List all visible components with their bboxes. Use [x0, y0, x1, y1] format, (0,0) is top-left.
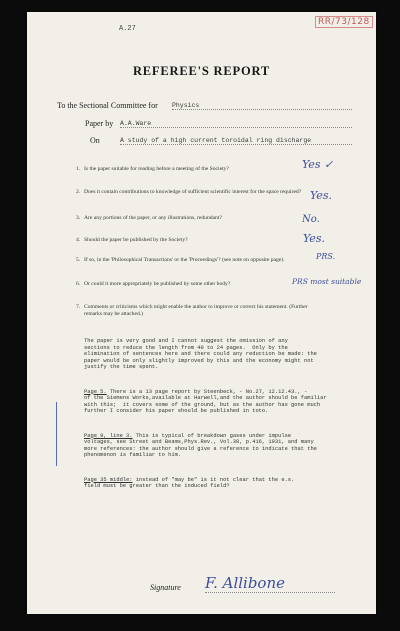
- question-7: 7. Comments or criticisms which might enable the author to improve or correct his statement. (Further remarks may be attached.): [76, 304, 308, 317]
- referee-comments: [84, 325, 354, 508]
- to-committee-label: To the Sectional Committee for: [57, 101, 158, 110]
- comment-paragraph-1: The paper is very good and I cannot suggest the omission of any sections to reduce the length from 40 to 24 pages. Only by the elimination of sentences here and there could any reduction be made: the paper would be only slightly improved by this and the economy might not justify the time spent.: [84, 338, 317, 370]
- question-6: 6. Or could it more appropriately be published by some other body?: [76, 281, 231, 287]
- signature-label: Signature: [150, 583, 181, 592]
- answer-5: PRS.: [316, 252, 336, 261]
- question-4: 4. Should the paper be published by the Society?: [76, 237, 188, 243]
- signature: F. Allibone: [205, 574, 335, 593]
- comment-paragraph-2: Page 5. There is a 13 page report by Steenbeck, - No.27, 12.12.43., - of the Siemens Works,available at Harwell,and the author should be familiar with this; it covers some of the ground, but as the author has gone much further I consider his paper should be published in toto.: [84, 388, 327, 414]
- answer-6: PRS most suitable: [292, 277, 362, 286]
- committee-value: Physics: [172, 102, 352, 110]
- question-1: 1. Is the paper suitable for reading before a meeting of the Society?: [76, 166, 229, 172]
- answer-1: Yes ✓: [302, 158, 334, 171]
- report-sheet: [27, 12, 376, 614]
- question-3: 3. Are any portions of the paper, or any illustrations, redundant?: [76, 215, 222, 221]
- question-2: 2. Does it contain contributions to knowledge of sufficient scientific interest for the space required?: [76, 189, 302, 195]
- comment-paragraph-3: Page 9, line 3. This is typical of breakdown gases under impulse voltages, see Street and Beams,Phys.Rev., Vol.38, p.416, 1931, and many more references: the author should give a reference to indicate that the phenomenon is familiar to him.: [84, 432, 317, 458]
- archive-stamp: RR/73/128: [315, 16, 373, 28]
- paper-title-value: A study of a high current toroidal ring discharge: [120, 137, 352, 145]
- comment-paragraph-4: Page 35 middle: instead of "may be" is it not clear that the e.s. field must be greater than the induced field?: [84, 476, 295, 489]
- answer-4: Yes.: [303, 232, 325, 245]
- page-title: REFEREE'S REPORT: [132, 64, 271, 78]
- reference-number: A.27: [119, 25, 136, 33]
- on-label: On: [90, 136, 100, 145]
- question-5: 5. If so, in the 'Philosophical Transactions' or the 'Proceedings'? (see note on opposite page).: [76, 257, 285, 263]
- author-value: A.A.Ware: [120, 120, 352, 128]
- answer-2: Yes.: [310, 189, 332, 202]
- answer-3: No.: [302, 214, 320, 225]
- paper-by-label: Paper by: [85, 119, 114, 128]
- margin-annotation-line: [56, 402, 57, 466]
